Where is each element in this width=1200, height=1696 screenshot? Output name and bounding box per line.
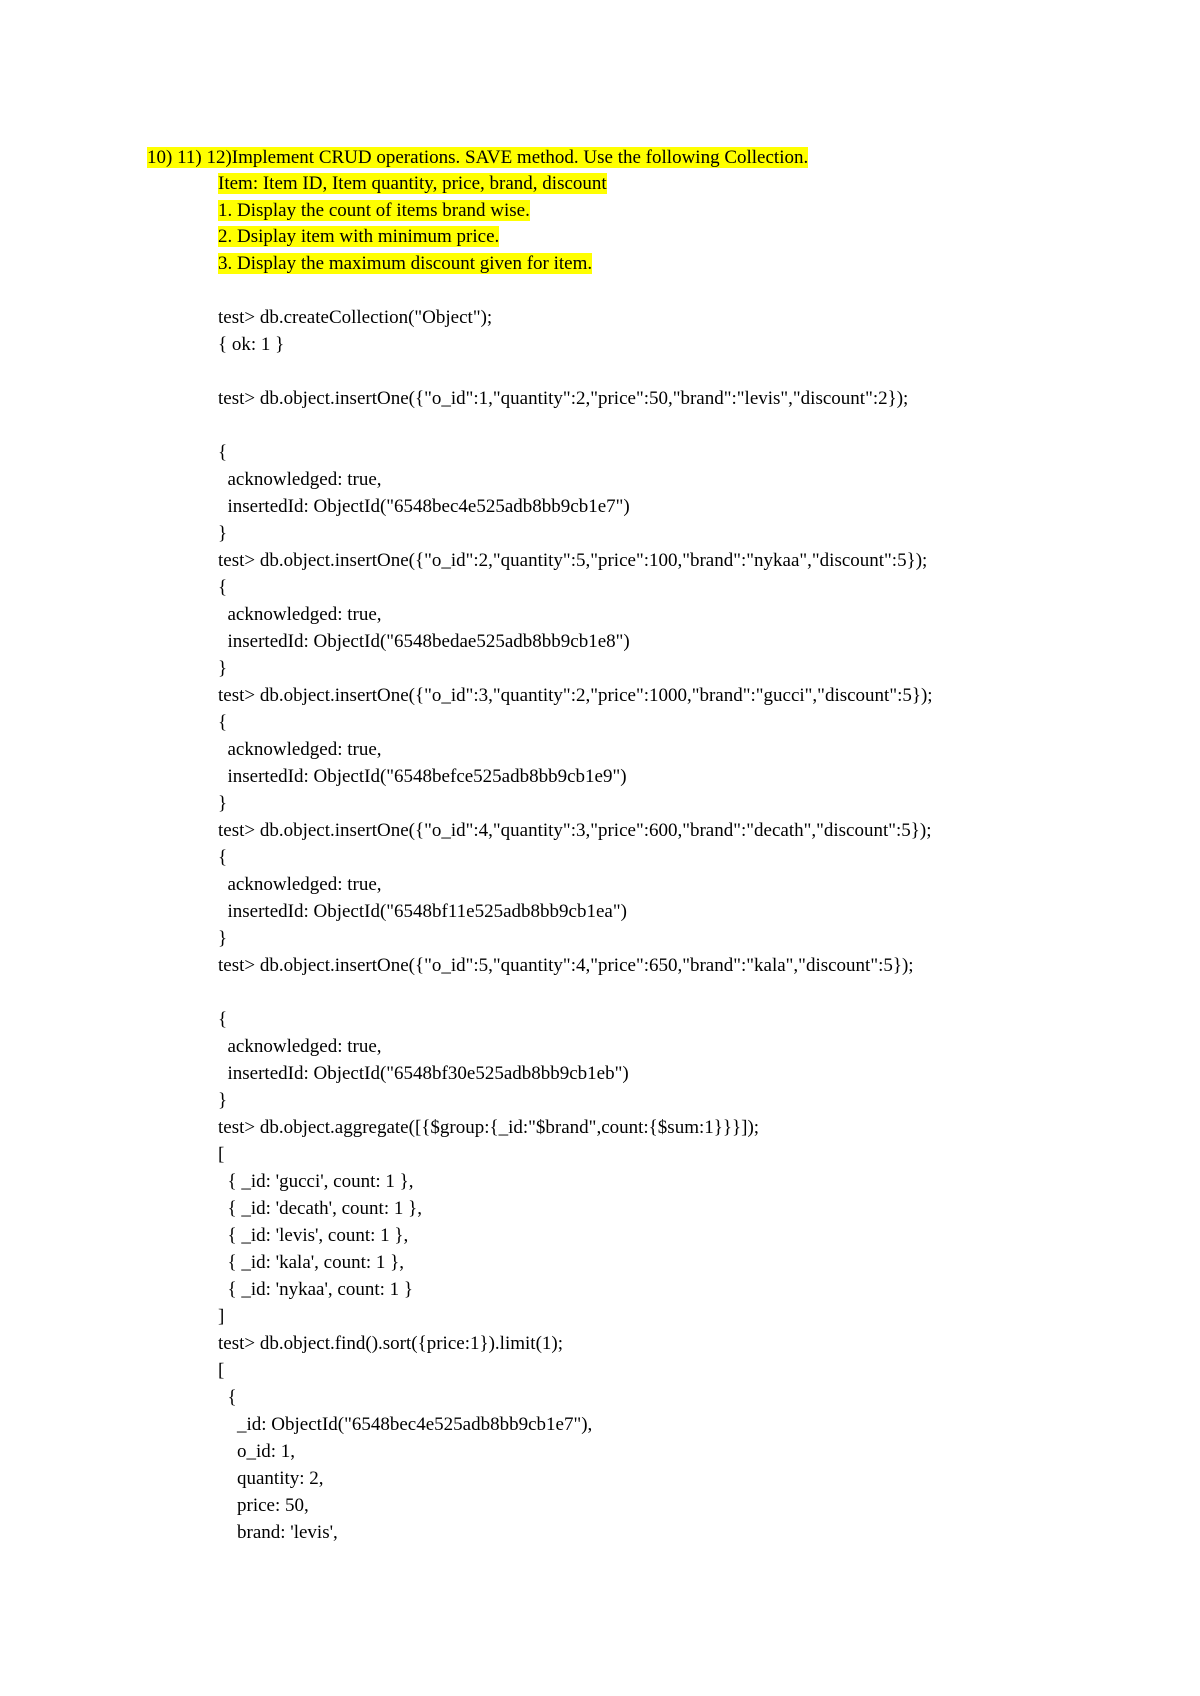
code-line: {	[218, 442, 228, 463]
code-line: test> db.object.insertOne({"o_id":1,"quantity":2,"price":50,"brand":"levis","discount":2});	[218, 388, 909, 409]
code-line: insertedId: ObjectId("6548bf11e525adb8bb9cb1ea")	[218, 901, 627, 922]
code-line: quantity: 2,	[218, 1468, 324, 1489]
code-line: acknowledged: true,	[218, 1036, 382, 1057]
code-line: insertedId: ObjectId("6548befce525adb8bb9cb1e9")	[218, 766, 627, 787]
code-line: {	[218, 847, 228, 868]
code-line: ]	[218, 1306, 225, 1327]
code-line: _id: ObjectId("6548bec4e525adb8bb9cb1e7"),	[218, 1414, 593, 1435]
code-line: acknowledged: true,	[218, 874, 382, 895]
task-2: 2. Dsiplay item with minimum price.	[218, 226, 500, 247]
code-line: brand: 'levis',	[218, 1522, 338, 1543]
code-line: { _id: 'decath', count: 1 },	[218, 1198, 422, 1219]
code-line: acknowledged: true,	[218, 469, 382, 490]
task-3: 3. Display the maximum discount given for item.	[218, 253, 593, 274]
code-line: }	[218, 793, 228, 814]
code-line: [	[218, 1144, 225, 1165]
code-line: insertedId: ObjectId("6548bec4e525adb8bb9cb1e7")	[218, 496, 630, 517]
code-line: test> db.object.find().sort({price:1}).limit(1);	[218, 1333, 564, 1354]
code-line: {	[218, 712, 228, 733]
code-line: {	[218, 577, 228, 598]
code-line: { _id: 'nykaa', count: 1 }	[218, 1279, 414, 1300]
task-1: 1. Display the count of items brand wise.	[218, 200, 530, 221]
code-line: }	[218, 928, 228, 949]
code-line: test> db.object.insertOne({"o_id":4,"quantity":3,"price":600,"brand":"decath","discount":5});	[218, 820, 932, 841]
code-line: { _id: 'levis', count: 1 },	[218, 1225, 409, 1246]
code-line: }	[218, 658, 228, 679]
code-line: test> db.object.aggregate([{$group:{_id:"$brand",count:{$sum:1}}}]);	[218, 1117, 760, 1138]
code-line: { _id: 'kala', count: 1 },	[218, 1252, 405, 1273]
code-line: { _id: 'gucci', count: 1 },	[218, 1171, 414, 1192]
code-line: {	[218, 1009, 228, 1030]
assignment-title: 10) 11) 12)Implement CRUD operations. SAVE method. Use the following Collection.	[147, 147, 809, 168]
code-line: {	[218, 1387, 237, 1408]
code-line: }	[218, 1090, 228, 1111]
item-definition: Item: Item ID, Item quantity, price, brand, discount	[218, 173, 607, 194]
code-line: test> db.object.insertOne({"o_id":2,"quantity":5,"price":100,"brand":"nykaa","discount":5});	[218, 550, 928, 571]
code-line: acknowledged: true,	[218, 604, 382, 625]
code-line: test> db.createCollection("Object");	[218, 307, 493, 328]
code-line: }	[218, 523, 228, 544]
code-line: price: 50,	[218, 1495, 309, 1516]
code-line: insertedId: ObjectId("6548bedae525adb8bb9cb1e8")	[218, 631, 630, 652]
code-line: acknowledged: true,	[218, 739, 382, 760]
code-line: test> db.object.insertOne({"o_id":5,"quantity":4,"price":650,"brand":"kala","discount":5});	[218, 955, 914, 976]
code-line: { ok: 1 }	[218, 334, 285, 355]
code-line: test> db.object.insertOne({"o_id":3,"quantity":2,"price":1000,"brand":"gucci","discount":5});	[218, 685, 933, 706]
code-line: [	[218, 1360, 225, 1381]
code-line: o_id: 1,	[218, 1441, 296, 1462]
code-line: insertedId: ObjectId("6548bf30e525adb8bb9cb1eb")	[218, 1063, 629, 1084]
